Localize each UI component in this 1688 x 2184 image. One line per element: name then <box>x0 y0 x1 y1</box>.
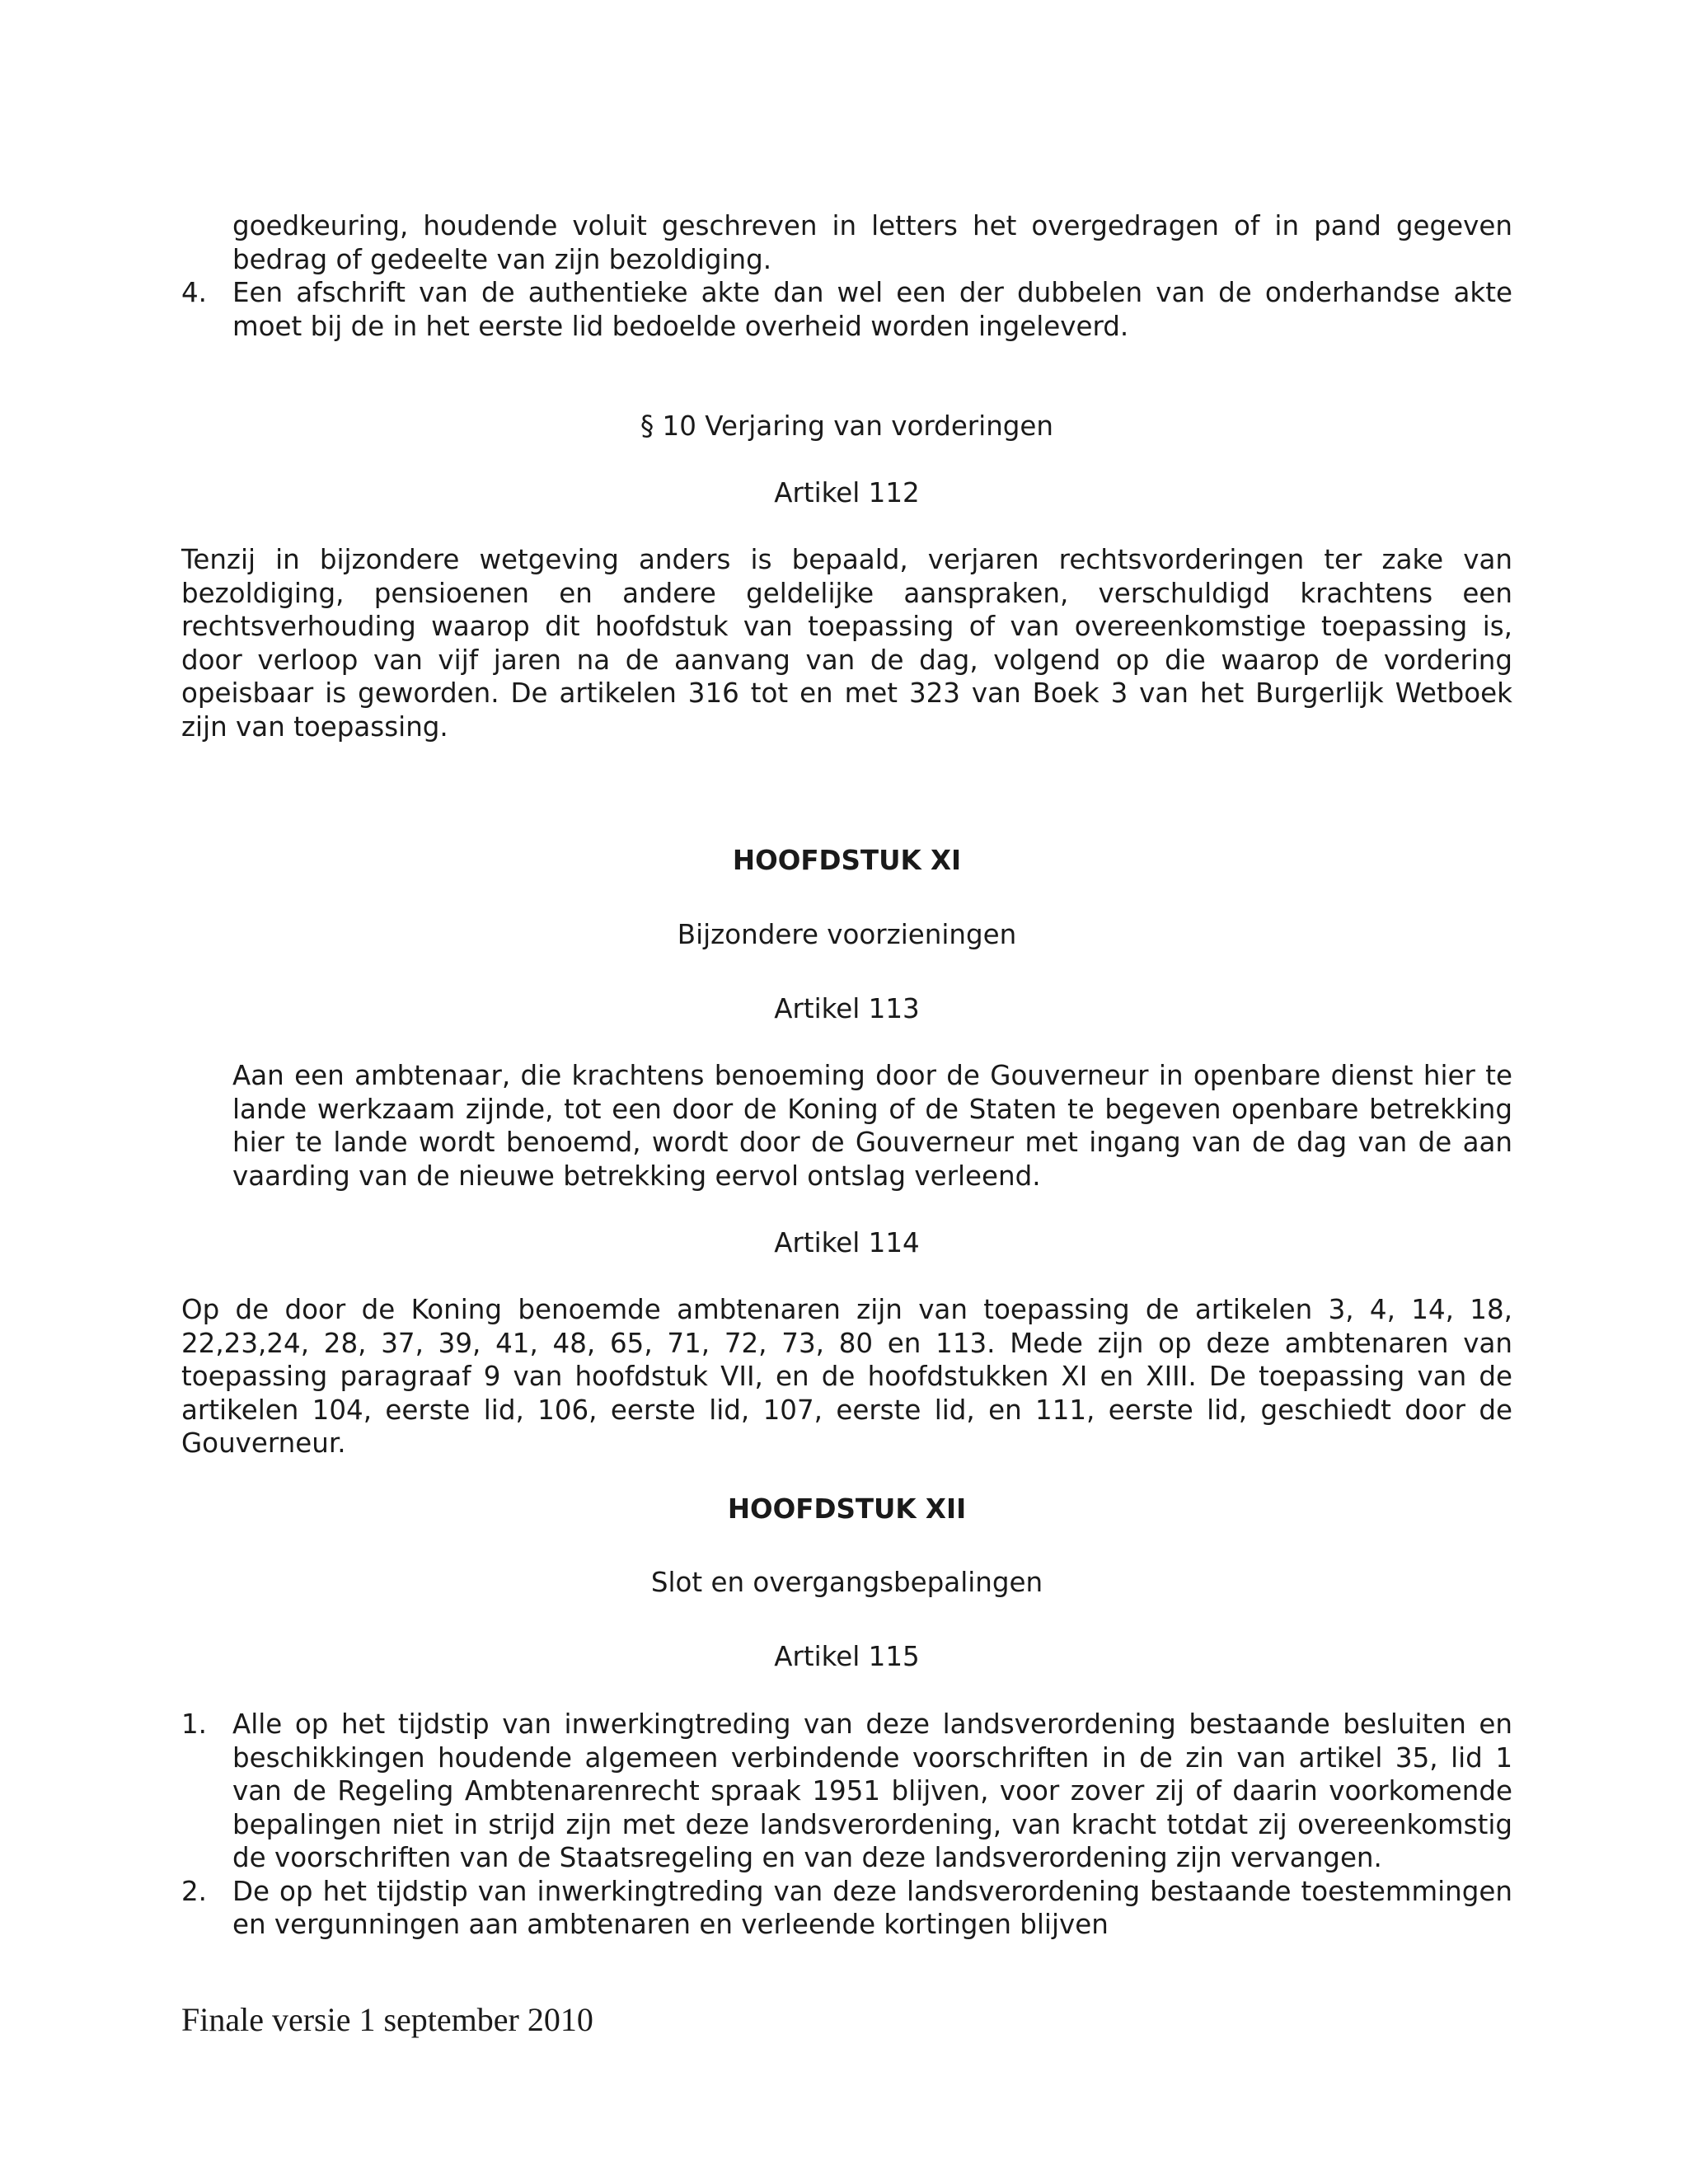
list-item-number: 4. <box>181 277 208 308</box>
continuation-text: goedkeuring, houdende voluit geschreven in letters het overgedragen of in pand gegeven bedrag of gedeelte van zijn bezoldiging. <box>232 210 1512 275</box>
chapter-subheading-xii: Slot en overgangsbepalingen <box>650 1567 1043 1598</box>
article-heading-113: Artikel 113 <box>774 993 920 1024</box>
list-item-number: 1. <box>181 1708 208 1740</box>
continuation-paragraph <box>232 209 1512 276</box>
article-114-text: Op de door de Koning benoemde ambtenaren zijn van toepassing de artikelen 3, 4, 14, 18, 22,23,24, 28, 37, 39, 41, 48, 65, 71, 72, 73, 80 en 113. Mede zijn op deze ambtenaren van toepassing paragraaf 9 van hoofdstuk VII, en de hoofdstukken XI en XIII. De toepassing van de artikelen 104, eerste lid, 106, eerste lid, 107, eerste lid, en 111, eerste lid, geschiedt door de Gouverneur. <box>181 1294 1512 1459</box>
chapter-heading-xi: HOOFDSTUK XI <box>732 845 962 876</box>
article-113-paragraph <box>232 1059 1512 1193</box>
list-item-text: Een afschrift van de authentieke akte dan wel een der dubbelen van de onderhandse akte moet bij de in het eerste lid bedoelde overheid worden ingeleverd. <box>232 277 1512 342</box>
chapter-heading-xii: HOOFDSTUK XII <box>727 1493 967 1525</box>
chapter-subheading-xi: Bijzondere voorzieningen <box>677 919 1017 950</box>
page-footer: Finale versie 1 september 2010 <box>181 2001 593 2038</box>
article-heading-114: Artikel 114 <box>774 1227 920 1258</box>
article-114-paragraph <box>181 1293 1512 1460</box>
article-113-text: Aan een ambtenaar, die krachtens benoeming door de Gouverneur in openbare dienst hier te lande werkzaam zijnde, tot een door de Koning of de Staten te begeven openbare betrekking hier te lande wordt benoemd, wordt door de Gouverneur met ingang van de dag van de aan vaarding van de nieuwe betrekking eervol ontslag verleend. <box>232 1060 1512 1192</box>
list-item-number: 2. <box>181 1875 208 1907</box>
article-112-text: Tenzij in bijzondere wetgeving anders is bepaald, verjaren rechtsvorderingen ter zake van bezoldiging, pensioenen en andere geldelijke aanspraken, verschuldigd krachtens een rechtsverhouding waarop dit hoofdstuk van toepassing of van overeenkomstige toepassing is, door verloop van vijf jaren na de aanvang van de dag, volgend op die waarop de vordering opeisbaar is geworden. De artikelen 316 tot en met 323 van Boek 3 van het Burgerlijk Wetboek zijn van toepassing. <box>181 544 1512 743</box>
list-item <box>181 276 1512 343</box>
section-heading: § 10 Verjaring van vorderingen <box>640 410 1054 442</box>
article-115-list <box>181 1708 1512 1942</box>
article-112-paragraph <box>181 543 1512 743</box>
list-item-text: Alle op het tijdstip van inwerkingtreding van deze landsverordening bestaande besluiten en beschikkingen houdende algemeen verbindende voorschriften in de zin van artikel 35, lid 1 van de Regeling Ambtenarenrecht spraak 1951 blijven, voor zover zij of daarin voorkomende bepalingen niet in strijd zijn met deze landsverordening, van kracht totdat zij overeenkomstig de voorschriften van de Staatsregeling en van deze landsverordening zijn vervangen. <box>232 1708 1512 1873</box>
list-top <box>181 276 1512 343</box>
list-item-text: De op het tijdstip van inwerkingtreding van deze landsverordening bestaande toestemmingen en vergunningen aan ambtenaren en verleende kortingen blijven <box>232 1875 1512 1940</box>
article-heading-115: Artikel 115 <box>774 1641 920 1672</box>
list-item <box>181 1708 1512 1875</box>
article-heading-112: Artikel 112 <box>774 477 920 509</box>
list-item <box>181 1875 1512 1942</box>
